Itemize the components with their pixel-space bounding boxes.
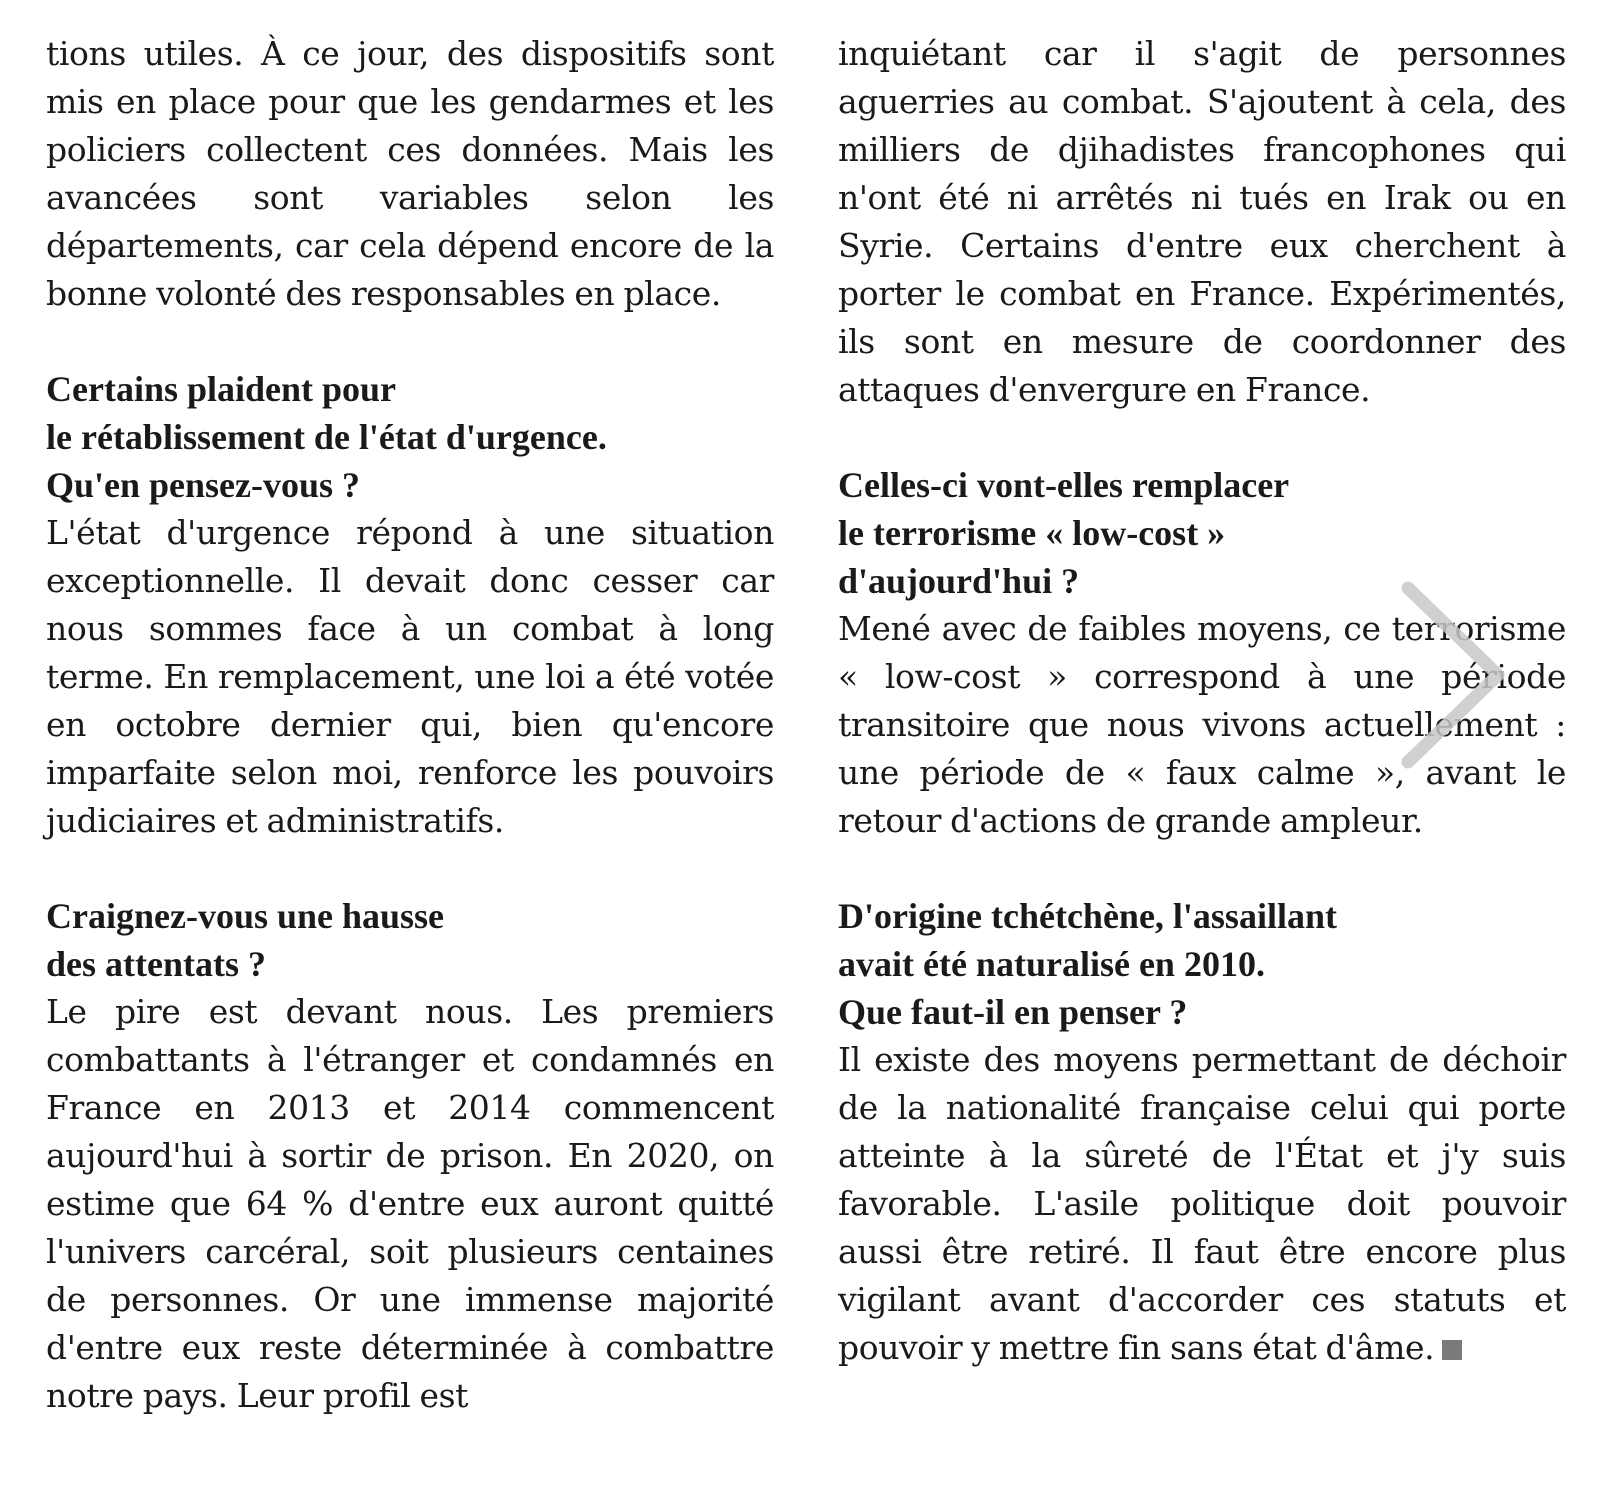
question-line: le rétablissement de l'état d'urgence. xyxy=(46,417,607,457)
left-paragraph-2: L'état d'urgence répond à une situation exceptionnelle. Il devait donc cesser car nous sommes face à un combat à long terme. En remplacement, une loi a été votée en octobre dernier qui, bien qu'encore imparfaite selon moi, renforce les pouvoirs judiciaires et administratifs. xyxy=(46,513,774,840)
left-question-2 xyxy=(46,365,774,509)
spacer xyxy=(46,845,774,892)
left-paragraph-3: Le pire est devant nous. Les premiers combattants à l'étranger et condamnés en France en 2013 et 2014 commencent aujourd'hui à sortir de prison. En 2020, on estime que 64 % d'entre eux auront quitté l'univers carcéral, soit plusieurs centaines de personnes. Or une immense majorité d'entre eux reste déterminée à combattre notre pays. Leur profil est xyxy=(46,992,774,1415)
left-paragraph-1: tions utiles. À ce jour, des dispositifs sont mis en place pour que les gendarmes et les policiers collectent ces données. Mais les avancées sont variables selon les départements, car cela dépend encore de la bonne volonté des responsables en place. xyxy=(46,34,774,313)
question-line: D'origine tchétchène, l'assaillant xyxy=(838,896,1337,936)
question-line: Craignez-vous une hausse xyxy=(46,896,445,936)
question-line: Que faut-il en penser ? xyxy=(838,992,1188,1032)
spacer xyxy=(838,845,1566,892)
left-column xyxy=(46,30,774,1420)
chevron-right-icon[interactable] xyxy=(1398,580,1508,770)
spacer xyxy=(46,318,774,365)
right-paragraph-3 xyxy=(838,1036,1566,1372)
right-paragraph-3-text: Il existe des moyens permettant de déchoir de la nationalité française celui qui porte atteinte à la sûreté de l'État et j'y suis favorable. L'asile politique doit pouvoir aussi être retiré. Il faut être encore plus vigilant avant d'accorder ces statuts et pouvoir y mettre fin sans état d'âme. xyxy=(838,1040,1566,1367)
question-line: Qu'en pensez-vous ? xyxy=(46,465,361,505)
question-line: d'aujourd'hui ? xyxy=(838,561,1080,601)
right-paragraph-1: inquiétant car il s'agit de personnes aguerries au combat. S'ajoutent à cela, des milliers de djihadistes francophones qui n'ont été ni arrêtés ni tués en Irak ou en Syrie. Certains d'entre eux cherchent à porter le combat en France. Expérimentés, ils sont en mesure de coordonner des attaques d'envergure en France. xyxy=(838,34,1566,409)
question-line: le terrorisme « low-cost » xyxy=(838,513,1226,553)
question-line: Certains plaident pour xyxy=(46,369,397,409)
question-line: des attentats ? xyxy=(46,944,266,984)
spacer xyxy=(838,414,1566,461)
right-paragraph-2: Mené avec de faibles moyens, ce terrorisme « low-cost » correspond à une période transitoire que nous vivons actuellement : une période de « faux calme », avant le retour d'actions de grande ampleur. xyxy=(838,609,1566,840)
question-line: Celles-ci vont-elles remplacer xyxy=(838,465,1290,505)
right-question-3 xyxy=(838,892,1566,1036)
end-of-article-square-icon xyxy=(1442,1340,1462,1360)
left-question-3 xyxy=(46,892,774,988)
question-line: avait été naturalisé en 2010. xyxy=(838,944,1265,984)
